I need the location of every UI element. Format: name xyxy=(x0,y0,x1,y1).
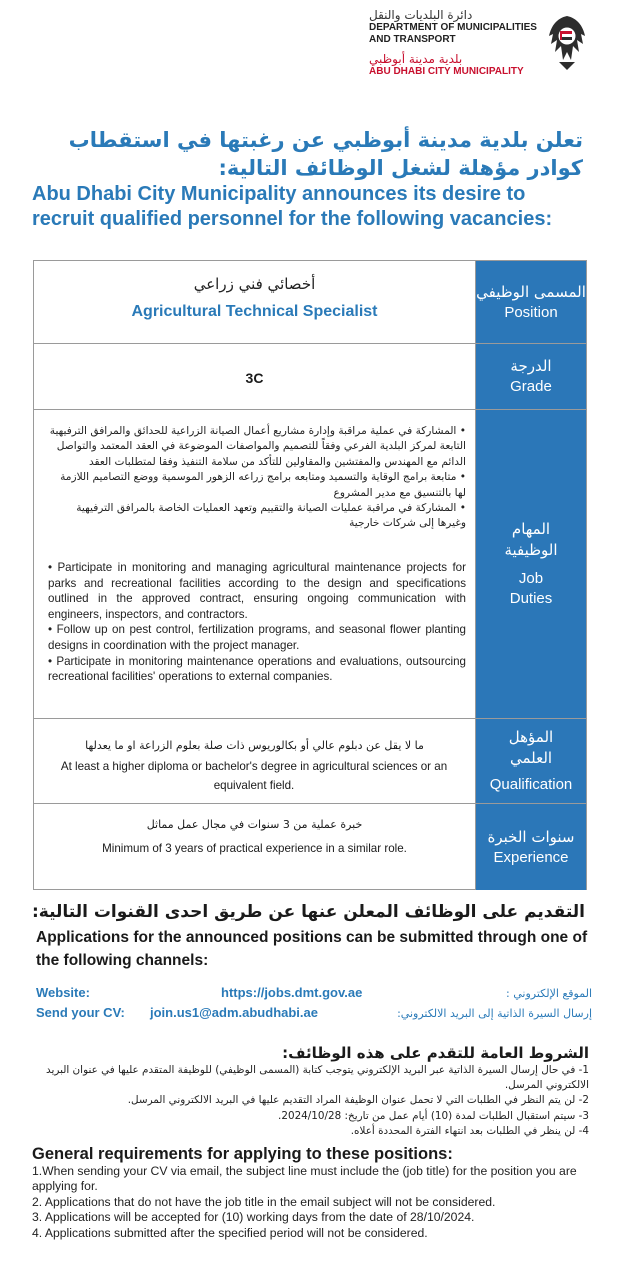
announcement-ar: تعلن بلدية مدينة أبوظبي عن رغبتها في استقطاب كوادر مؤهلة لشغل الوظائف التالية: xyxy=(68,128,583,180)
qualification-value-cell xyxy=(34,719,476,803)
qualification-label-ar: المؤهل العلمي xyxy=(508,728,554,767)
municipality-name-ar: بلدية مدينة أبوظبي xyxy=(369,52,463,66)
general-requirements-title-en: General requirements for applying to these positions: xyxy=(32,1145,453,1163)
dmt-name-ar: دائرة البلديات والنقل xyxy=(369,8,473,22)
grade-label-en: Grade xyxy=(510,378,552,395)
qualification-label-cell xyxy=(476,719,586,803)
qualification-label-en: Qualification xyxy=(489,776,573,793)
dmt-name-en-line2: AND TRANSPORT xyxy=(369,34,456,45)
requirement-ar-1: 1- في حال إرسال السيرة الذاتية عبر البريد الإلكتروني يتوجب كتابة (المسمى الوظيفي) للوظيفة المتقدم عليها في عنوان البريد الالكتروني المرسل. xyxy=(45,1064,589,1092)
duty-en-2: • Follow up on pest control, fertilization programs, and seasonal flower planting designs in coordination with the project manager. xyxy=(48,623,466,652)
position-title-ar: أخصائي فني زراعي xyxy=(193,275,316,293)
dmt-name-en-line1: DEPARTMENT OF MUNICIPALITIES xyxy=(369,22,537,33)
experience-label-ar: سنوات الخبرة xyxy=(487,827,575,846)
header xyxy=(0,0,617,100)
duties-row xyxy=(34,410,586,719)
general-requirements-list-en xyxy=(32,1164,597,1241)
requirement-en-2: 2. Applications that do not have the job title in the email subject will not be considered. xyxy=(32,1194,496,1209)
general-requirements-list-ar xyxy=(19,1063,589,1139)
falcon-emblem-icon xyxy=(545,14,589,74)
duty-en-3: • Participate in monitoring maintenance operations and evaluations, outsourcing recreational facilities' operations to external companies. xyxy=(48,654,466,684)
requirement-ar-4: 4- لن ينظر في الطلبات بعد انتهاء الفترة المحددة أعلاه. xyxy=(350,1124,589,1137)
apply-heading-ar: التقديم على الوظائف المعلن عنها عن طريق احدى القنوات التالية: xyxy=(31,902,585,922)
requirement-en-1: 1.When sending your CV via email, the subject line must include the (job title) for the position you are applying for. xyxy=(32,1164,577,1194)
general-requirements-title-ar: الشروط العامة للتقدم على هذه الوظائف: xyxy=(282,1044,589,1062)
cv-email-channel xyxy=(36,1005,592,1023)
duties-list-en xyxy=(48,560,466,685)
website-label-ar: الموقع الإلكتروني : xyxy=(506,987,592,1000)
dmt-logo-text xyxy=(369,8,539,77)
duty-ar-3: • المشاركة في مراقبة عمليات الصيانة والتقييم وتعهد العمليات الخاصة بالمرافق الترفيهية وغيرها إلى شركات خارجية xyxy=(76,502,466,530)
website-channel xyxy=(36,985,592,1003)
experience-value-cell xyxy=(34,804,476,890)
experience-label-en: Experience xyxy=(493,848,569,866)
duties-label-en: Job Duties xyxy=(509,570,553,607)
duties-list-ar xyxy=(48,424,466,532)
grade-row xyxy=(34,344,586,410)
experience-row xyxy=(34,804,586,890)
apply-heading-en: Applications for the announced positions can be submitted through one of the following channels: xyxy=(36,929,588,969)
position-label-en: Position xyxy=(504,303,558,321)
duties-label-ar: المهام الوظيفية xyxy=(504,520,558,559)
experience-ar: خبرة عملية من 3 سنوات في مجال عمل مماثل xyxy=(146,818,363,831)
grade-value-cell xyxy=(34,344,476,409)
qualification-en: At least a higher diploma or bachelor's degree in agricultural sciences or an equivalent field. xyxy=(60,760,448,792)
requirement-en-4: 4. Applications submitted after the specified period will not be considered. xyxy=(32,1225,428,1240)
grade-label-ar: الدرجة xyxy=(510,357,552,375)
cv-email-link[interactable]: join.us1@adm.abudhabi.ae xyxy=(150,1005,318,1020)
duty-ar-2: • متابعة برامج الوقاية والتسميد ومتابعه برامج زراعه الزهور الموسمية ووضع التصاميم اللازمة لها بالتنسيق مع مدير المشروع xyxy=(60,471,466,499)
duties-value-cell xyxy=(34,410,476,718)
cv-label-ar: إرسال السيرة الذاتية إلى البريد الالكتروني: xyxy=(397,1007,592,1020)
vacancy-table xyxy=(33,260,587,890)
grade-value: 3C xyxy=(245,370,264,386)
website-label-en: Website: xyxy=(36,985,90,1000)
duty-en-1: • Participate in monitoring and managing agricultural maintenance projects for parks and recreational facilities according to the design and specifications outlined in the approved contract, ensuring ongoing communication with engineers, inspectors, and contractors. xyxy=(48,561,466,621)
grade-label-cell xyxy=(476,344,586,409)
position-label-cell xyxy=(476,261,586,343)
experience-label-cell xyxy=(476,804,586,890)
qualification-ar: ما لا يقل عن دبلوم عالي أو بكالوريوس ذات صلة بعلوم الزراعة او ما يعدلها xyxy=(85,739,424,752)
cv-label-en: Send your CV: xyxy=(36,1005,125,1020)
website-link[interactable]: https://jobs.dmt.gov.ae xyxy=(221,985,363,1000)
position-title-en: Agricultural Technical Specialist xyxy=(131,303,378,320)
position-row xyxy=(34,261,586,344)
qualification-row xyxy=(34,719,586,804)
position-label-ar: المسمى الوظيفي xyxy=(476,282,586,301)
announcement-en: Abu Dhabi City Municipality announces its desire to recruit qualified personnel for the following vacancies: xyxy=(32,183,553,230)
experience-en: Minimum of 3 years of practical experience in a similar role. xyxy=(102,842,407,855)
position-value-cell xyxy=(34,261,476,343)
duties-label-cell xyxy=(476,410,586,718)
requirement-ar-2: 2- لن يتم النظر في الطلبات التي لا تحمل عنوان الوظيفة المراد التقديم عليها في البريد الالكتروني المرسل. xyxy=(127,1094,589,1107)
requirement-ar-3: 3- سيتم استقبال الطلبات لمدة (10) أيام عمل من تاريخ: 2024/10/28. xyxy=(278,1109,589,1122)
municipality-name-en: ABU DHABI CITY MUNICIPALITY xyxy=(369,66,524,77)
requirement-en-3: 3. Applications will be accepted for (10) working days from the date of 28/10/2024. xyxy=(32,1210,475,1225)
duty-ar-1: • المشاركة في عملية مراقبة وإدارة مشاريع أعمال الصيانة الزراعية للحدائق والمرافق الترفيهية التابعة لمركز البلدية الفرعي وفقاً للتصميم والمواصفات الموضوعة في العقد المعتمد والتواصل الدائم مع المهندس والمفتشين والمقاولين للتأكد من سلامة التنفيذ وفقا لمتطلبات العقد xyxy=(49,425,466,468)
